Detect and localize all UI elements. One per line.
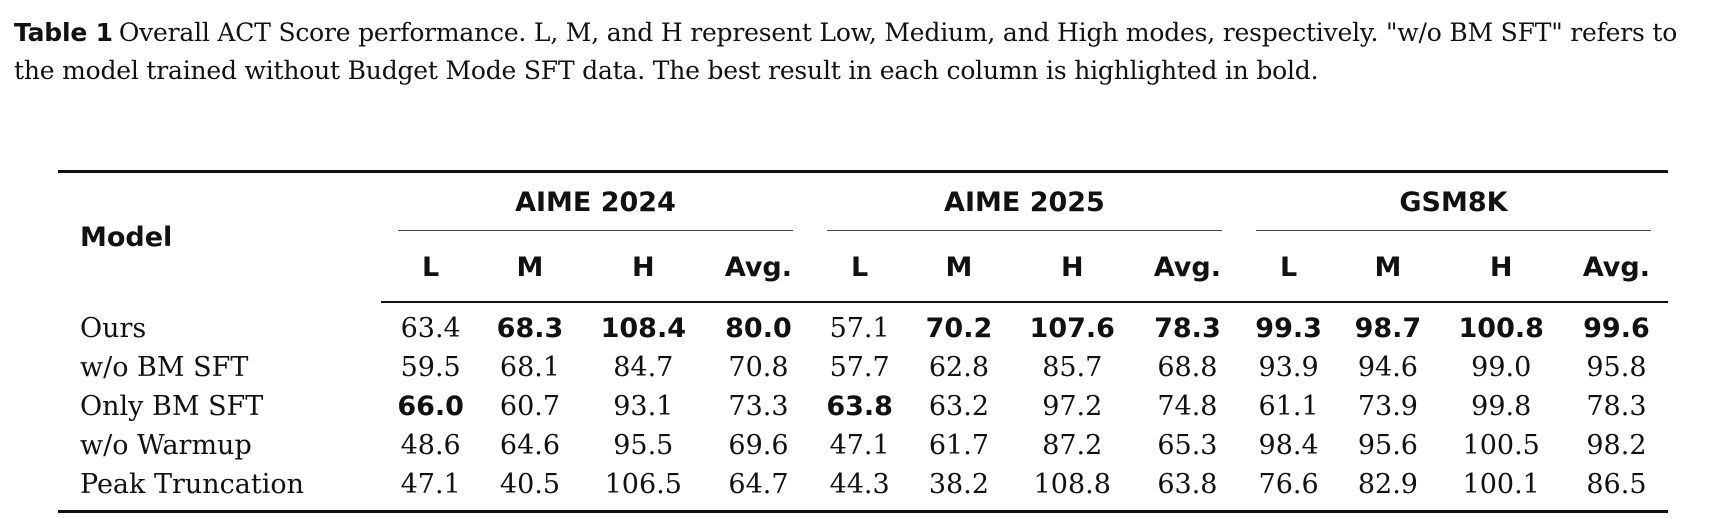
table-cell: 73.9 xyxy=(1357,391,1418,422)
table-cell: 108.4 xyxy=(600,313,686,344)
subheader-h: H xyxy=(1438,238,1565,302)
table-cell: 100.8 xyxy=(1458,313,1544,344)
table-cell: 97.2 xyxy=(1042,391,1103,422)
table-cell: 78.3 xyxy=(1586,391,1647,422)
table-cell: 84.7 xyxy=(613,352,674,383)
caption-label: Table 1 xyxy=(14,18,113,47)
table-cell: 73.3 xyxy=(728,391,789,422)
results-table xyxy=(58,170,1668,513)
subheader-m: M xyxy=(1338,238,1437,302)
group-header-label: GSM8K xyxy=(1256,187,1651,231)
table-cell: 70.2 xyxy=(925,313,993,344)
table-cell: 74.8 xyxy=(1157,391,1218,422)
subheader-m: M xyxy=(909,238,1008,302)
group-header-label: AIME 2024 xyxy=(398,187,793,231)
table-cell: 82.9 xyxy=(1357,469,1418,500)
subheader-avg: Avg. xyxy=(707,238,810,302)
table-cell: 47.1 xyxy=(400,469,461,500)
table-cell: 64.6 xyxy=(499,430,561,461)
table-cell: 86.5 xyxy=(1586,469,1647,500)
table-cell: 59.5 xyxy=(400,352,461,383)
table-cell: 98.4 xyxy=(1258,430,1319,461)
table-row xyxy=(58,387,1668,426)
table-cell: 80.0 xyxy=(725,313,792,344)
table-cell: 68.8 xyxy=(1157,352,1218,383)
table-cell: 48.6 xyxy=(400,430,461,461)
table-cell: 95.5 xyxy=(613,430,674,461)
group-header-label: AIME 2025 xyxy=(827,187,1222,231)
table-cell: 62.8 xyxy=(928,352,989,383)
table-cell: 99.6 xyxy=(1583,313,1650,344)
group-header-aime2025 xyxy=(810,172,1239,239)
table-cell: 76.6 xyxy=(1258,469,1319,500)
table-cell: 106.5 xyxy=(604,469,682,500)
table-cell: 60.7 xyxy=(499,391,561,422)
table-cell: 100.1 xyxy=(1462,469,1540,500)
table-row xyxy=(58,465,1668,512)
table-cell: 66.0 xyxy=(397,391,464,422)
table-cell: 78.3 xyxy=(1154,313,1221,344)
row-model-name: Only BM SFT xyxy=(80,391,264,422)
subheader-avg: Avg. xyxy=(1136,238,1239,302)
table-cell: 64.7 xyxy=(728,469,789,500)
table-cell: 57.7 xyxy=(829,352,890,383)
table-cell: 57.1 xyxy=(829,313,890,344)
table-cell: 47.1 xyxy=(829,430,890,461)
table-cell: 85.7 xyxy=(1042,352,1103,383)
table-cell: 95.6 xyxy=(1357,430,1418,461)
subheader-l: L xyxy=(1239,238,1338,302)
table-cell: 63.8 xyxy=(1157,469,1218,500)
table-cell: 63.2 xyxy=(928,391,989,422)
table-row xyxy=(58,426,1668,465)
subheader-h: H xyxy=(580,238,707,302)
table-cell: 99.3 xyxy=(1255,313,1322,344)
subheader-m: M xyxy=(480,238,579,302)
table-cell: 93.9 xyxy=(1258,352,1319,383)
group-header-aime2024 xyxy=(381,172,810,239)
table-cell: 38.2 xyxy=(928,469,989,500)
subheader-l: L xyxy=(810,238,909,302)
group-header-gsm8k xyxy=(1239,172,1668,239)
table-cell: 99.8 xyxy=(1471,391,1532,422)
row-model-name: w/o BM SFT xyxy=(80,352,249,383)
table-cell: 99.0 xyxy=(1471,352,1532,383)
row-model-name: w/o Warmup xyxy=(80,430,252,461)
table-cell: 61.1 xyxy=(1258,391,1319,422)
table-cell: 63.4 xyxy=(400,313,461,344)
table-cell: 107.6 xyxy=(1029,313,1115,344)
table-cell: 108.8 xyxy=(1033,469,1111,500)
table-row xyxy=(58,302,1668,348)
table-cell: 69.6 xyxy=(728,430,789,461)
row-model-name: Ours xyxy=(80,312,147,344)
table-cell: 95.8 xyxy=(1586,352,1647,383)
table-cell: 98.7 xyxy=(1354,313,1422,344)
table-cell: 100.5 xyxy=(1462,430,1540,461)
table-cell: 44.3 xyxy=(829,469,890,500)
table-row xyxy=(58,348,1668,387)
subheader-h: H xyxy=(1009,238,1136,302)
table-cell: 65.3 xyxy=(1157,430,1218,461)
table-cell: 93.1 xyxy=(613,391,674,422)
table-cell: 87.2 xyxy=(1042,430,1103,461)
row-model-name: Peak Truncation xyxy=(80,469,305,500)
table-cell: 94.6 xyxy=(1357,352,1418,383)
table-cell: 63.8 xyxy=(826,391,893,422)
table-cell: 70.8 xyxy=(728,352,789,383)
table-caption xyxy=(14,14,1714,90)
table-cell: 68.1 xyxy=(499,352,561,383)
subheader-avg: Avg. xyxy=(1565,238,1668,302)
subheader-l: L xyxy=(381,238,480,302)
caption-text: Overall ACT Score performance. L, M, and H represent Low, Medium, and High modes, respectively. "w/o BM SFT" refers to the model trained without Budget Mode SFT data. The best result in each column is highlighted in bold. xyxy=(14,18,1678,85)
model-column-header: Model xyxy=(80,222,173,253)
table-cell: 98.2 xyxy=(1586,430,1647,461)
table-cell: 68.3 xyxy=(496,313,564,344)
table-cell: 40.5 xyxy=(499,469,561,500)
table-cell: 61.7 xyxy=(928,430,989,461)
